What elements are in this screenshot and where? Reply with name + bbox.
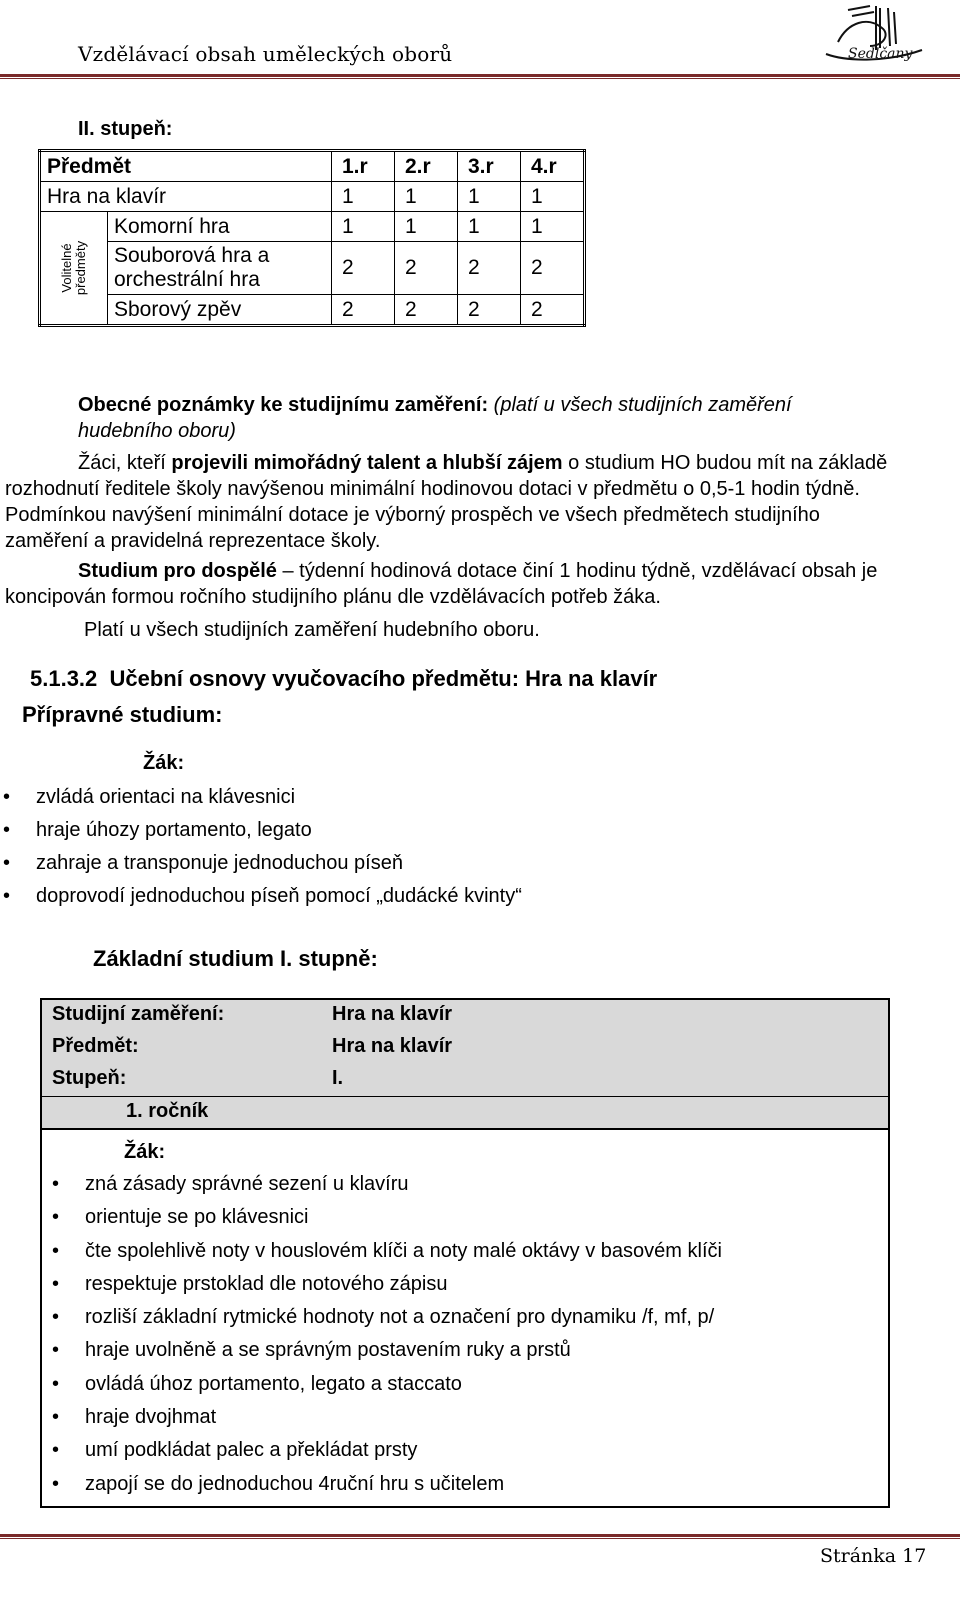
cell-value: 2 — [332, 242, 395, 295]
cell-value: 2 — [521, 295, 585, 326]
row-label — [108, 242, 332, 295]
cell-value: 1 — [395, 212, 458, 242]
cell-value: 2 — [395, 295, 458, 326]
list-item: • hraje uvolněně a se správným postavením ruky a prstů — [52, 1339, 722, 1372]
row-label: Sborový zpěv — [108, 295, 332, 326]
list-item: • hraje úhozy portamento, legato — [3, 819, 522, 852]
field-label: Studijní zaměření: — [52, 1003, 225, 1025]
table-row — [40, 212, 585, 242]
footer-rule-thin — [0, 1538, 960, 1539]
column-header: 3.r — [458, 151, 521, 182]
table-header-row — [40, 151, 585, 182]
box-divider — [42, 1128, 888, 1130]
row-label-line: Souborová hra a — [114, 244, 270, 267]
section-heading: II. stupeň: — [78, 118, 173, 140]
svg-text:Sedlčany: Sedlčany — [848, 46, 913, 62]
notes-heading-cont: hudebního oboru) — [78, 420, 236, 442]
grade-1-list — [52, 1173, 722, 1506]
column-header: 1.r — [332, 151, 395, 182]
field-value: Hra na klavír — [332, 1003, 453, 1025]
list-item: • zvládá orientaci na klávesnici — [3, 786, 522, 819]
list-item: • doprovodí jednoduchou píseň pomocí „dudácké kvinty“ — [3, 885, 522, 918]
list-item: • rozliší základní rytmické hodnoty not a označení pro dynamiku /f, mf, p/ — [52, 1306, 722, 1339]
column-header: 2.r — [395, 151, 458, 182]
notes-heading: Obecné poznámky ke studijnímu zaměření: (platí u všech studijních zaměření — [78, 394, 792, 416]
level-label: Stupeň: — [52, 1067, 127, 1089]
school-logo — [818, 2, 930, 70]
prep-student-label: Žák: — [143, 752, 185, 774]
list-item: • respektuje prstoklad dle notového zápisu — [52, 1273, 722, 1306]
page-number: Stránka 17 — [820, 1545, 927, 1567]
cell-value: 1 — [395, 182, 458, 212]
table-row — [40, 242, 585, 295]
cell-value: 2 — [458, 242, 521, 295]
cell-value: 2 — [332, 295, 395, 326]
cell-value: 1 — [332, 182, 395, 212]
grade-label: 1. ročník — [126, 1100, 209, 1122]
table-row — [40, 295, 585, 326]
list-item: • čte spolehlivě noty v houslovém klíči a noty malé oktávy v basovém klíči — [52, 1240, 722, 1273]
list-item: • ovládá úhoz portamento, legato a staccato — [52, 1373, 722, 1406]
notes-paragraph-scope: Platí u všech studijních zaměření hudebního oboru. — [84, 619, 540, 641]
row-label: Hra na klavír — [40, 182, 332, 212]
prep-heading: Přípravné studium: — [22, 702, 223, 727]
cell-value: 1 — [521, 212, 585, 242]
notes-paragraph-talent: Žáci, kteří projevili mimořádný talent a hlubší zájem o studium HO budou mít na základě rozhodnutí ředitele školy navýšenou minimální hodinovou dotaci v předmětu o 0,5-1 hodin týdně. Podmínkou navýšení minimální dotace je výborný prospěch ve všech předmětech studijního zaměření a pravidelná reprezentace školy. — [5, 452, 888, 552]
list-item: • zná zásady správné sezení u klavíru — [52, 1173, 722, 1206]
row-label: Komorní hra — [108, 212, 332, 242]
list-item: • hraje dvojhmat — [52, 1406, 722, 1439]
list-item: • zahraje a transponuje jednoduchou píseň — [3, 852, 522, 885]
group-label-line: předměty — [73, 240, 88, 296]
subject-value: Hra na klavír — [332, 1035, 453, 1057]
header-rule — [0, 74, 960, 77]
cell-value: 1 — [458, 182, 521, 212]
prep-list — [3, 786, 522, 918]
header-rule-thin — [0, 78, 960, 79]
cell-value: 1 — [332, 212, 395, 242]
list-item: • zapojí se do jednoduchou 4ruční hru s učitelem — [52, 1473, 722, 1506]
curriculum-box — [40, 998, 890, 1508]
notes-paragraph-adults: Studium pro dospělé – týdenní hodinová dotace činí 1 hodinu týdně, vzdělávací obsah je koncipován formou ročního studijního plánu dle vzdělávacích potřeb žáka. — [5, 560, 878, 608]
footer-rule — [0, 1534, 960, 1537]
optional-subjects-group — [40, 212, 108, 326]
list-item: • umí podkládat palec a překládat prsty — [52, 1439, 722, 1472]
cell-value: 2 — [458, 295, 521, 326]
syllabus-heading: 5.1.3.2 Učební osnovy vyučovacího předmětu: Hra na klavír — [30, 666, 658, 691]
column-header: 4.r — [521, 151, 585, 182]
list-item: • orientuje se po klávesnici — [52, 1206, 722, 1239]
subjects-table — [38, 149, 586, 327]
cell-value: 1 — [521, 182, 585, 212]
basic-heading: Základní studium I. stupně: — [93, 946, 378, 971]
level-value: I. — [332, 1067, 344, 1089]
group-label-line: Volitelné — [59, 243, 74, 293]
table-row — [40, 182, 585, 212]
row-label-line: orchestrální hra — [114, 268, 260, 291]
box-student-label: Žák: — [124, 1141, 166, 1163]
header-title: Vzdělávací obsah uměleckých oborů — [78, 42, 453, 66]
box-divider — [42, 1096, 888, 1097]
subject-label: Předmět: — [52, 1035, 139, 1057]
cell-value: 1 — [458, 212, 521, 242]
column-header: Předmět — [40, 151, 332, 182]
cell-value: 2 — [395, 242, 458, 295]
cell-value: 2 — [521, 242, 585, 295]
